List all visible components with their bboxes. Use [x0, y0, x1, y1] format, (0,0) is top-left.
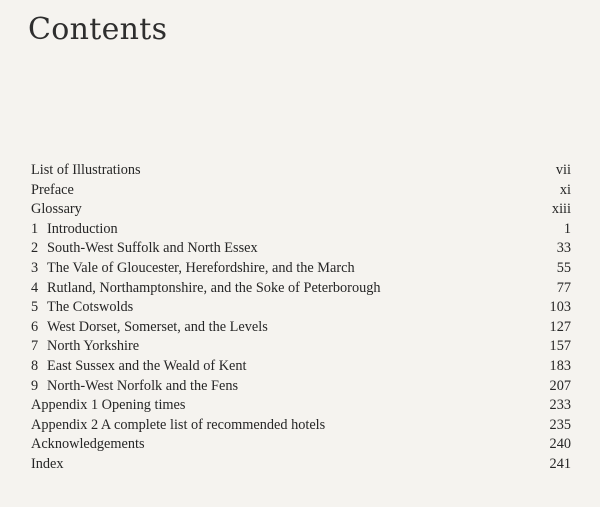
- toc-entry: [31, 435, 571, 455]
- toc-entry-title: Index: [31, 455, 64, 472]
- toc-entry: [31, 161, 571, 181]
- toc-entry: [31, 259, 571, 279]
- toc-entry-title: List of Illustrations: [31, 162, 141, 178]
- toc-entry: [31, 318, 571, 338]
- toc-entry: [31, 181, 571, 201]
- toc-entry-page: 233: [549, 397, 571, 414]
- toc-entry: [31, 416, 571, 436]
- toc-entry: [31, 239, 571, 259]
- toc-entry-page: 33: [556, 240, 571, 257]
- toc-entry-page: 1: [563, 220, 571, 237]
- toc-entry-page: vii: [555, 162, 571, 178]
- toc-entry-page: 55: [556, 259, 571, 276]
- toc-entry-page: 103: [549, 299, 571, 316]
- chapter-number: 8: [31, 357, 39, 374]
- chapter-number: 6: [31, 318, 39, 335]
- chapter-number: 3: [31, 259, 39, 276]
- toc-entry-title: 6 West Dorset, Somerset, and the Levels: [31, 318, 268, 338]
- toc-entry-title: 3 The Vale of Gloucester, Herefordshire, and the March: [31, 259, 355, 279]
- toc-entry: [31, 455, 571, 475]
- toc-entry: [31, 337, 571, 357]
- toc-entry-page: xi: [559, 181, 571, 198]
- toc-entry-title: 8 East Sussex and the Weald of Kent: [31, 357, 247, 377]
- toc-entry: [31, 357, 571, 377]
- chapter-number: 2: [31, 240, 39, 257]
- toc-entry-page: 235: [549, 416, 571, 433]
- toc-entry-title: Acknowledgements: [31, 436, 145, 453]
- chapter-number: 1: [31, 220, 39, 237]
- chapter-number: 4: [31, 279, 39, 296]
- toc-entry-page: 157: [549, 338, 571, 355]
- toc-entry-page: 127: [549, 318, 571, 335]
- toc-entry: [31, 200, 571, 220]
- toc-entry-page: xiii: [551, 201, 571, 218]
- toc-entry-title: Preface: [31, 181, 74, 198]
- toc-entry-title: 7 North Yorkshire: [31, 337, 139, 357]
- toc-entry-title: 2 South-West Suffolk and North Essex: [31, 239, 258, 259]
- toc-entry: [31, 396, 571, 416]
- toc-entry-title: 9 North-West Norfolk and the Fens: [31, 377, 238, 397]
- toc-entry-title: Appendix 2 A complete list of recommended hotels: [31, 416, 326, 433]
- toc-entry-page: 207: [549, 377, 571, 394]
- table-of-contents: [31, 161, 571, 475]
- toc-entry-title: 5 The Cotswolds: [31, 298, 133, 318]
- toc-entry-page: 241: [549, 455, 571, 472]
- toc-entry: [31, 298, 571, 318]
- toc-entry-title: 4 Rutland, Northamptonshire, and the Soke of Peterborough: [31, 279, 381, 299]
- toc-entry: [31, 220, 571, 240]
- page-title: Contents: [28, 12, 168, 47]
- toc-entry-title: Glossary: [31, 201, 82, 218]
- chapter-number: 9: [31, 377, 39, 394]
- toc-entry: [31, 377, 571, 397]
- toc-entry-page: 240: [549, 436, 571, 453]
- toc-entry-title: 1 Introduction: [31, 220, 118, 240]
- chapter-number: 7: [31, 338, 39, 355]
- toc-entry-title: Appendix 1 Opening times: [31, 397, 186, 414]
- toc-entry-page: 77: [556, 279, 571, 296]
- toc-entry: [31, 279, 571, 299]
- toc-entry-page: 183: [549, 357, 571, 374]
- chapter-number: 5: [31, 299, 39, 316]
